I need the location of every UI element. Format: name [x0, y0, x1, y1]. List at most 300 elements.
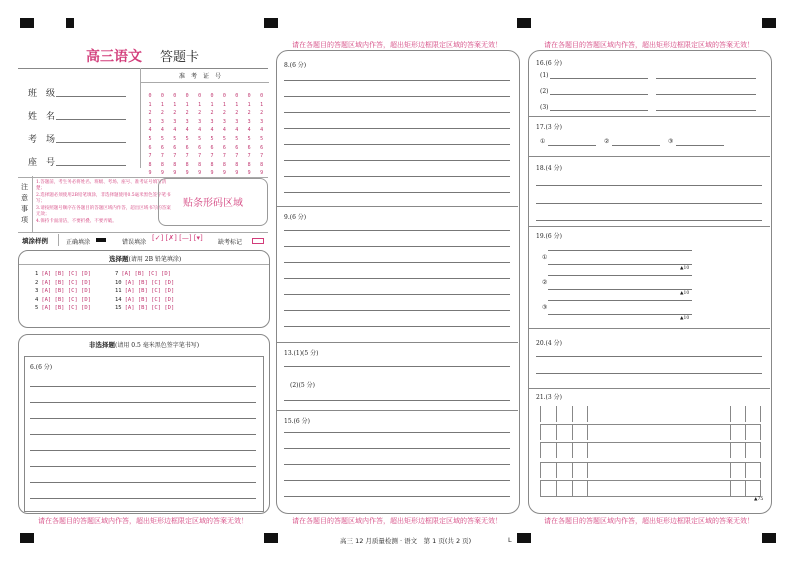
- q21-grid-cell[interactable]: [745, 442, 761, 458]
- q21-grid-cell[interactable]: [698, 424, 714, 440]
- exam-id-digit-column[interactable]: [219, 92, 229, 178]
- answer-line[interactable]: [284, 160, 510, 161]
- exam-id-bubble[interactable]: 6: [210, 144, 214, 151]
- exam-id-bubble[interactable]: 9: [235, 170, 239, 177]
- q18-label: 18.(4 分): [536, 165, 562, 172]
- q21-grid-cell[interactable]: [635, 406, 651, 422]
- q21-grid-cell[interactable]: [587, 442, 603, 458]
- q21-grid-cell[interactable]: [619, 462, 635, 478]
- choice-question-row[interactable]: [115, 288, 174, 294]
- exam-id-bubble[interactable]: 7: [260, 153, 264, 160]
- exam-id-bubble[interactable]: 7: [235, 153, 239, 160]
- exam-id-bubble[interactable]: 7: [210, 153, 214, 160]
- q21-grid-cell[interactable]: [682, 462, 698, 478]
- choice-options[interactable]: [A] [B] [C] [D]: [124, 288, 175, 294]
- exam-id-bubble[interactable]: 9: [222, 170, 226, 177]
- q17-item: ③: [668, 138, 674, 145]
- q21-grid-cell[interactable]: [682, 442, 698, 458]
- answer-line[interactable]: [284, 112, 510, 113]
- exam-id-digit-column[interactable]: [170, 92, 180, 178]
- exam-id-bubble[interactable]: 9: [260, 170, 264, 177]
- q16-label: 16.(6 分): [536, 60, 562, 67]
- choice-question-row[interactable]: [35, 271, 91, 277]
- q21-grid-cell[interactable]: [603, 406, 619, 422]
- exam-id-digit-column[interactable]: [232, 92, 242, 178]
- exam-id-bubble[interactable]: 7: [148, 153, 152, 160]
- q19-count: ▲10: [680, 291, 690, 296]
- q21-grid-cell[interactable]: [619, 480, 635, 496]
- exam-id-digit-column[interactable]: [157, 92, 167, 178]
- answer-line[interactable]: [284, 262, 510, 263]
- answer-line[interactable]: [284, 144, 510, 145]
- exam-id-bubble[interactable]: 5: [173, 135, 177, 142]
- q21-grid-cell[interactable]: [698, 480, 714, 496]
- registration-mark: [66, 18, 74, 28]
- answer-line[interactable]: [284, 480, 510, 481]
- exam-id-bubble[interactable]: 1: [160, 101, 164, 108]
- exam-id-bubble[interactable]: 1: [173, 101, 177, 108]
- exam-id-bubble[interactable]: 3: [173, 118, 177, 125]
- choice-question-number: 15: [115, 305, 122, 311]
- exam-id-bubble[interactable]: 2: [222, 110, 226, 117]
- exam-id-bubble[interactable]: 6: [148, 144, 152, 151]
- answer-line[interactable]: [284, 246, 510, 247]
- notice-item: 1.答题前，考生务必将姓名、班级、考场、座号、准考证号填写清楚；: [36, 180, 167, 191]
- q21-grid-cell[interactable]: [666, 424, 682, 440]
- exam-id-bubble[interactable]: 4: [198, 127, 202, 134]
- q16-item: (1): [540, 72, 549, 79]
- exam-id-bubble[interactable]: 4: [160, 127, 164, 134]
- q21-grid-cell[interactable]: [619, 442, 635, 458]
- q21-grid-cell[interactable]: [682, 406, 698, 422]
- exam-id-bubble[interactable]: 0: [260, 93, 264, 99]
- answer-line[interactable]: [30, 418, 256, 419]
- exam-id-bubble[interactable]: 9: [185, 170, 189, 177]
- q21-grid-cell[interactable]: [730, 462, 746, 478]
- answer-line[interactable]: [30, 482, 256, 483]
- choice-panel: [18, 250, 270, 328]
- choice-question-number: 2: [35, 279, 39, 286]
- exam-id-digit-column[interactable]: [257, 92, 267, 178]
- q21-grid-cell[interactable]: [572, 462, 588, 478]
- exam-id-bubble[interactable]: 0: [210, 93, 214, 99]
- q21-grid-cell[interactable]: [730, 442, 746, 458]
- exam-id-bubble[interactable]: 1: [210, 101, 214, 108]
- exam-id-bubble[interactable]: 5: [210, 135, 214, 142]
- exam-id-bubble[interactable]: 7: [198, 153, 202, 160]
- answer-line[interactable]: [284, 310, 510, 311]
- exam-id-bubble[interactable]: 2: [235, 110, 239, 117]
- q21-grid-cell[interactable]: [572, 406, 588, 422]
- q15-label: 15.(6 分): [284, 418, 310, 425]
- choice-question-number: 3: [35, 288, 39, 294]
- exam-id-label: 准 考 证 号: [179, 73, 222, 80]
- q21-grid-cell[interactable]: [651, 424, 667, 440]
- exam-id-bubble[interactable]: 0: [235, 93, 239, 99]
- exam-id-bubble[interactable]: 0: [198, 93, 202, 99]
- q21-grid-cell[interactable]: [556, 424, 572, 440]
- exam-id-bubble[interactable]: 1: [148, 101, 152, 108]
- q21-grid-cell[interactable]: [745, 480, 761, 496]
- exam-id-digit-column[interactable]: [195, 92, 205, 178]
- exam-id-bubble[interactable]: 8: [210, 161, 214, 168]
- exam-id-bubble[interactable]: 6: [160, 144, 164, 151]
- missing-mark-box[interactable]: [252, 238, 264, 244]
- choice-question-row[interactable]: [115, 280, 174, 286]
- exam-id-bubble[interactable]: 2: [210, 110, 214, 117]
- choice-question-row[interactable]: [35, 305, 91, 311]
- notice-item: 4.保持卡面清洁，不要折叠、不要弄破。: [36, 219, 117, 224]
- registration-mark: [264, 18, 278, 28]
- q8-label: 8.(6 分): [284, 62, 307, 69]
- exam-id-bubble[interactable]: 1: [198, 101, 202, 108]
- exam-id-grid[interactable]: [140, 68, 269, 177]
- exam-id-bubble[interactable]: 7: [222, 153, 226, 160]
- q21-grid-cell[interactable]: [587, 480, 603, 496]
- q16-item: (3): [540, 104, 549, 111]
- exam-id-digit-column[interactable]: [182, 92, 192, 178]
- exam-id-bubble[interactable]: 3: [160, 118, 164, 125]
- q19-count: ▲10: [680, 266, 690, 271]
- registration-mark: [20, 18, 34, 28]
- exam-id-bubble[interactable]: 4: [235, 127, 239, 134]
- exam-id-bubble[interactable]: 6: [247, 144, 251, 151]
- q21-grid-cell[interactable]: [603, 442, 619, 458]
- answer-line[interactable]: [30, 466, 256, 467]
- q21-grid-cell[interactable]: [619, 406, 635, 422]
- exam-id-bubble[interactable]: 2: [185, 110, 189, 117]
- exam-id-bubble[interactable]: 8: [222, 161, 226, 168]
- q21-grid-cell[interactable]: [714, 406, 730, 422]
- choice-question-number: 1: [35, 271, 39, 277]
- q21-grid-cell[interactable]: [635, 424, 651, 440]
- choice-question-row[interactable]: [35, 288, 91, 294]
- exam-id-bubble[interactable]: 2: [148, 110, 152, 117]
- page-title: 高三语文: [86, 49, 142, 65]
- choice-options[interactable]: [A] [B] [C] [D]: [41, 288, 91, 294]
- exam-id-bubble[interactable]: 1: [222, 101, 226, 108]
- q21-grid-cell[interactable]: [540, 442, 556, 458]
- page-footer: 高三 12 月质量检测 · 语文 第 1 页(共 2 页): [340, 537, 472, 545]
- q21-grid-cell[interactable]: [698, 442, 714, 458]
- exam-id-bubble[interactable]: 8: [160, 161, 164, 168]
- top-warning-right: 请在各题目的答题区域内作答，超出矩形边框限定区域的答案无效！: [544, 41, 754, 49]
- q21-grid-cell[interactable]: [572, 480, 588, 496]
- q21-grid-cell[interactable]: [635, 480, 651, 496]
- answer-line[interactable]: [284, 176, 510, 177]
- choice-options[interactable]: [A] [B] [C] [D]: [124, 296, 175, 303]
- q21-grid-cell[interactable]: [682, 424, 698, 440]
- bottom-warning-left: 请在各题目的答题区域内作答，超出矩形边框限定区域的答案无效！: [38, 517, 248, 525]
- notice-item: 3.请按照题号顺序在各题目的答题区域内作答，超出区域书写的答案无效；: [36, 206, 171, 217]
- answer-line[interactable]: [284, 96, 510, 97]
- q21-grid-cell[interactable]: [666, 406, 682, 422]
- q19-item: ①: [542, 254, 548, 261]
- correct-fill-sample: [96, 238, 106, 242]
- q21-grid-cell[interactable]: [651, 462, 667, 478]
- missing-mark-label: 缺考标记: [218, 239, 243, 246]
- choice-question-row[interactable]: [35, 297, 91, 303]
- choice-title: 选择题(请用 2B 铅笔填涂): [109, 255, 182, 263]
- q21-grid-cell[interactable]: [587, 462, 603, 478]
- q21-grid-cell[interactable]: [714, 424, 730, 440]
- answer-line[interactable]: [30, 402, 256, 403]
- choice-question-row[interactable]: [35, 280, 91, 286]
- exam-id-bubble[interactable]: 3: [210, 118, 214, 125]
- q21-grid-cell[interactable]: [540, 480, 556, 496]
- q21-grid-cell[interactable]: [730, 406, 746, 422]
- exam-id-bubble[interactable]: 6: [198, 144, 202, 151]
- exam-id-bubble[interactable]: 8: [260, 161, 264, 168]
- choice-question-number: 5: [35, 305, 39, 311]
- q21-grid-cell[interactable]: [651, 442, 667, 458]
- q21-grid-cell[interactable]: [666, 480, 682, 496]
- q16-item: (2): [540, 88, 549, 95]
- exam-id-bubble[interactable]: 3: [198, 118, 202, 125]
- exam-id-bubble[interactable]: 8: [235, 161, 239, 168]
- answer-line[interactable]: [30, 450, 256, 451]
- choice-question-number: 10: [115, 279, 122, 286]
- choice-options[interactable]: [A] [B] [C] [D]: [41, 305, 91, 311]
- exam-id-bubble[interactable]: 5: [148, 135, 152, 142]
- choice-options[interactable]: [A] [B] [C] [D]: [124, 305, 175, 311]
- exam-id-digit-column[interactable]: [207, 92, 217, 178]
- q19-item: ②: [542, 279, 548, 286]
- answer-line[interactable]: [284, 400, 510, 401]
- exam-id-bubble[interactable]: 9: [173, 170, 177, 177]
- q21-grid-cell[interactable]: [745, 462, 761, 478]
- exam-id-bubble[interactable]: 2: [247, 110, 251, 117]
- q21-grid-cell[interactable]: [714, 462, 730, 478]
- page-letter: L: [508, 536, 512, 544]
- choice-question-number: 4: [35, 296, 39, 303]
- answer-line[interactable]: [30, 498, 256, 499]
- answer-line[interactable]: [284, 80, 510, 81]
- q17-item: ②: [604, 138, 610, 145]
- exam-id-bubble[interactable]: 6: [222, 144, 226, 151]
- exam-id-bubble[interactable]: 1: [185, 101, 189, 108]
- exam-id-bubble[interactable]: 2: [198, 110, 202, 117]
- q13a-label: 13.(1)(5 分): [284, 350, 319, 357]
- choice-question-row[interactable]: [115, 305, 174, 311]
- exam-id-bubble[interactable]: 3: [247, 118, 251, 125]
- choice-options[interactable]: [A] [B] [C] [D]: [41, 271, 91, 277]
- q9-label: 9.(6 分): [284, 214, 307, 221]
- exam-id-bubble[interactable]: 7: [247, 153, 251, 160]
- q21-grid-cell[interactable]: [587, 406, 603, 422]
- answer-line[interactable]: [284, 464, 510, 465]
- q21-count: ▲75: [754, 497, 764, 502]
- answer-line[interactable]: [284, 326, 510, 327]
- choice-question-number: 14: [115, 296, 122, 303]
- q21-grid-cell[interactable]: [572, 442, 588, 458]
- exam-id-bubble[interactable]: 5: [185, 135, 189, 142]
- exam-id-bubble[interactable]: 3: [185, 118, 189, 125]
- q21-grid-cell[interactable]: [603, 462, 619, 478]
- top-warning-middle: 请在各题目的答题区域内作答，超出矩形边框限定区域的答案无效！: [292, 41, 502, 49]
- exam-id-bubble[interactable]: 5: [198, 135, 202, 142]
- q21-grid-cell[interactable]: [635, 442, 651, 458]
- barcode-label: 贴条形码区域: [183, 198, 243, 209]
- exam-id-bubble[interactable]: 2: [173, 110, 177, 117]
- q19-label: 19.(6 分): [536, 233, 562, 240]
- choice-options[interactable]: [A] [B] [C] [D]: [121, 271, 171, 277]
- answer-line[interactable]: [284, 432, 510, 433]
- name-label: 姓 名: [28, 112, 56, 122]
- answer-line[interactable]: [284, 278, 510, 279]
- q21-grid-cell[interactable]: [540, 462, 556, 478]
- q19-count: ▲10: [680, 316, 690, 321]
- exam-id-bubble[interactable]: 3: [222, 118, 226, 125]
- q21-label: 21.(3 分): [536, 394, 562, 401]
- q21-grid-cell[interactable]: [619, 424, 635, 440]
- exam-id-bubble[interactable]: 9: [160, 170, 164, 177]
- exam-id-bubble[interactable]: 9: [210, 170, 214, 177]
- q21-grid-cell[interactable]: [714, 480, 730, 496]
- page-subtitle: 答题卡: [160, 50, 200, 65]
- exam-id-bubble[interactable]: 2: [260, 110, 264, 117]
- room-label: 考 场: [28, 135, 56, 145]
- middle-answer-panel: [276, 50, 520, 514]
- barcode-area: [158, 178, 268, 226]
- answer-line[interactable]: [284, 366, 510, 367]
- exam-id-bubble[interactable]: 5: [260, 135, 264, 142]
- q21-grid-cell[interactable]: [730, 424, 746, 440]
- q21-grid-cell[interactable]: [745, 424, 761, 440]
- bottom-warning-right: 请在各题目的答题区域内作答，超出矩形边框限定区域的答案无效！: [544, 517, 754, 525]
- exam-id-bubble[interactable]: 5: [160, 135, 164, 142]
- exam-id-bubble[interactable]: 9: [247, 170, 251, 177]
- q21-grid-cell[interactable]: [698, 406, 714, 422]
- answer-line[interactable]: [30, 434, 256, 435]
- exam-id-bubble[interactable]: 7: [173, 153, 177, 160]
- exam-id-bubble[interactable]: 4: [185, 127, 189, 134]
- answer-line[interactable]: [284, 496, 510, 497]
- q21-grid-cell[interactable]: [540, 424, 556, 440]
- exam-id-bubble[interactable]: 2: [160, 110, 164, 117]
- exam-id-bubble[interactable]: 9: [148, 170, 152, 177]
- exam-id-bubble[interactable]: 8: [247, 161, 251, 168]
- seat-label: 座 号: [28, 158, 56, 168]
- answer-line[interactable]: [284, 448, 510, 449]
- q21-grid-cell[interactable]: [682, 480, 698, 496]
- registration-mark: [264, 533, 278, 543]
- q13b-label: (2)(5 分): [290, 382, 315, 389]
- q21-grid-cell[interactable]: [698, 462, 714, 478]
- registration-mark: [762, 533, 776, 543]
- q21-grid-cell[interactable]: [556, 442, 572, 458]
- exam-id-bubble[interactable]: 8: [173, 161, 177, 168]
- exam-id-bubble[interactable]: 3: [260, 118, 264, 125]
- q20-label: 20.(4 分): [536, 340, 562, 347]
- exam-id-bubble[interactable]: 1: [247, 101, 251, 108]
- choice-question-row[interactable]: [115, 297, 174, 303]
- notice-label: 注 意 事 项: [21, 183, 28, 224]
- q21-grid-cell[interactable]: [651, 480, 667, 496]
- answer-line[interactable]: [30, 386, 256, 387]
- exam-id-bubble[interactable]: 0: [222, 93, 226, 99]
- q21-grid-cell[interactable]: [556, 480, 572, 496]
- exam-id-bubble[interactable]: 0: [247, 93, 251, 99]
- q21-grid-cell[interactable]: [651, 406, 667, 422]
- exam-id-bubble[interactable]: 4: [210, 127, 214, 134]
- q21-grid-cell[interactable]: [666, 442, 682, 458]
- exam-id-bubble[interactable]: 6: [173, 144, 177, 151]
- choice-question-row[interactable]: [115, 271, 171, 277]
- class-label: 班 级: [28, 89, 56, 99]
- notice-item: 2.选择题必须使用2B铅笔填涂，非选择题使用0.5毫米黑色签字笔书写；: [36, 193, 171, 204]
- q21-grid-cell[interactable]: [635, 462, 651, 478]
- wrong-fill-samples: [✓] [✗] [—] [▾]: [152, 234, 203, 242]
- q21-grid-cell[interactable]: [556, 462, 572, 478]
- answer-line[interactable]: [284, 230, 510, 231]
- answer-line[interactable]: [284, 128, 510, 129]
- exam-id-bubble[interactable]: 4: [148, 127, 152, 134]
- exam-id-bubble[interactable]: 8: [198, 161, 202, 168]
- answer-line[interactable]: [284, 294, 510, 295]
- exam-id-bubble[interactable]: 3: [148, 118, 152, 125]
- exam-id-bubble[interactable]: 4: [173, 127, 177, 134]
- choice-question-number: 11: [115, 288, 122, 294]
- choice-options[interactable]: [A] [B] [C] [D]: [124, 279, 175, 286]
- q21-grid-cell[interactable]: [730, 480, 746, 496]
- fill-sample-label: 填涂样例: [22, 237, 48, 245]
- exam-id-bubble[interactable]: 3: [235, 118, 239, 125]
- exam-id-digit-column[interactable]: [145, 92, 155, 178]
- q21-grid-cell[interactable]: [587, 424, 603, 440]
- exam-id-bubble[interactable]: 9: [198, 170, 202, 177]
- exam-id-bubble[interactable]: 5: [235, 135, 239, 142]
- exam-id-bubble[interactable]: 1: [235, 101, 239, 108]
- exam-id-bubble[interactable]: 7: [160, 153, 164, 160]
- q17-label: 17.(3 分): [536, 124, 562, 131]
- exam-id-bubble[interactable]: 1: [260, 101, 264, 108]
- q21-grid-cell[interactable]: [572, 424, 588, 440]
- exam-id-bubble[interactable]: 8: [148, 161, 152, 168]
- exam-id-bubble[interactable]: 4: [260, 127, 264, 134]
- answer-line[interactable]: [284, 192, 510, 193]
- q21-grid-cell[interactable]: [666, 462, 682, 478]
- exam-id-bubble[interactable]: 0: [160, 93, 164, 99]
- q21-grid-cell[interactable]: [603, 424, 619, 440]
- exam-id-bubble[interactable]: 7: [185, 153, 189, 160]
- q21-grid-cell[interactable]: [556, 406, 572, 422]
- exam-id-bubble[interactable]: 4: [247, 127, 251, 134]
- registration-mark: [762, 18, 776, 28]
- q21-grid-cell[interactable]: [540, 406, 556, 422]
- exam-id-bubble[interactable]: 4: [222, 127, 226, 134]
- exam-id-bubble[interactable]: 8: [185, 161, 189, 168]
- exam-id-bubble[interactable]: 0: [148, 93, 152, 99]
- choice-options[interactable]: [A] [B] [C] [D]: [41, 279, 91, 286]
- exam-id-bubble[interactable]: 6: [235, 144, 239, 151]
- exam-id-bubble[interactable]: 0: [173, 93, 177, 99]
- choice-options[interactable]: [A] [B] [C] [D]: [41, 296, 91, 303]
- registration-mark: [517, 18, 531, 28]
- exam-id-bubble[interactable]: 5: [222, 135, 226, 142]
- nonchoice-title: 非选择题(请用 0.5 毫米黑色签字笔书写): [89, 341, 200, 349]
- q21-grid-cell[interactable]: [603, 480, 619, 496]
- q21-grid-cell[interactable]: [745, 406, 761, 422]
- q21-grid-cell[interactable]: [714, 442, 730, 458]
- exam-id-bubble[interactable]: 6: [260, 144, 264, 151]
- exam-id-digit-column[interactable]: [244, 92, 254, 178]
- exam-id-bubble[interactable]: 0: [185, 93, 189, 99]
- bottom-warning-middle: 请在各题目的答题区域内作答，超出矩形边框限定区域的答案无效！: [292, 517, 502, 525]
- exam-id-bubble[interactable]: 5: [247, 135, 251, 142]
- q6-label: 6.(6 分): [30, 364, 53, 371]
- exam-id-bubble[interactable]: 6: [185, 144, 189, 151]
